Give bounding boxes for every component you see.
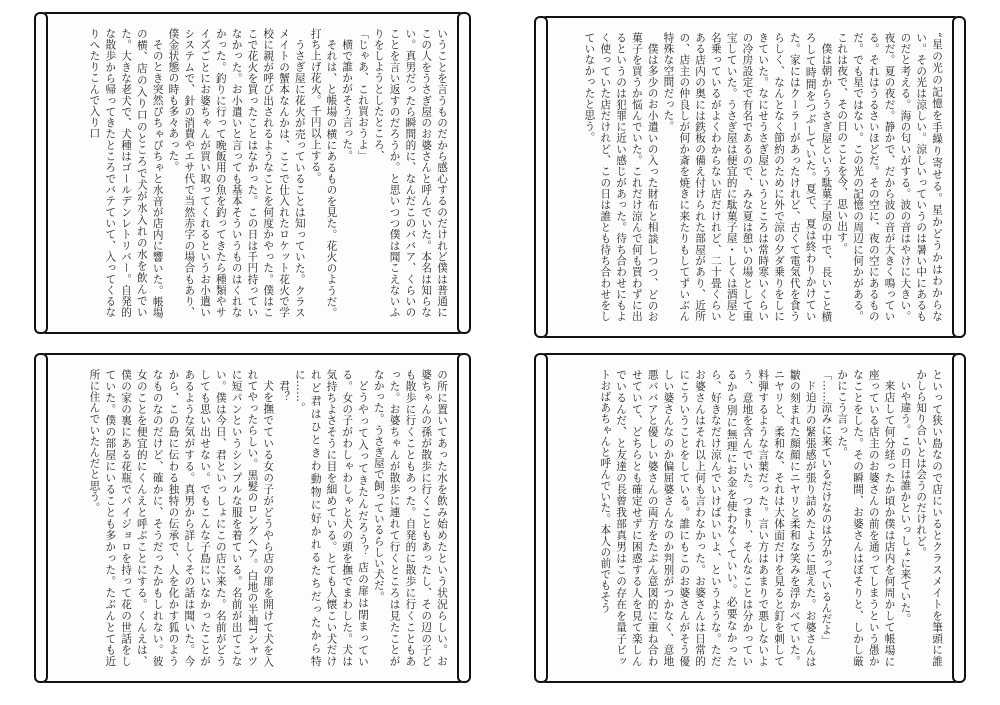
- paragraph: “星の光の記憶を手繰り寄せる。星かどうかはわからない。その光は涼しい。涼しいっていうのは暑い中にあるものだと考える。海の匂いがする。波の音はやけに大きい。夜だ。夏の夜だ。静かで、だから波の音が大きく鳴っている。それはうるさいほどだ。その空に、夜の空にあるものだ。でも星ではない。この光の記憶の周辺に何かがある。これは夜で、その日のことを今、思い出す。: [836, 32, 943, 322]
- panel-text: [56, 369, 449, 667]
- page-panel-top-right: [540, 16, 960, 338]
- paragraph: の所に置いてあった水を飲み始めたという状況らしい。お婆ちゃんの孫が散歩に行くこともあったし、その辺の子ども散歩に行くこともあった。自発的に散歩に行くこともあった。お婆ちゃんが散歩に連れて行くところは見たことがなかった。うさぎ屋で飼っているらしい犬だ。: [372, 369, 448, 667]
- panel-text: [56, 28, 449, 318]
- paragraph: 君？: [278, 379, 291, 402]
- paragraph: 横で誰かがそう言った。: [341, 38, 354, 161]
- panel-text: [556, 32, 944, 322]
- paragraph: 僕は朝からうさぎ屋という駄菓子屋の中で、長いこと横ろして時間をつぶしていた。夏で、夏は終わりかけていた。家にはクーラーがあったけれど、古くて電気代を食うらしく、なんとなく節約のために外で涼の夕ダ乗りをしにきていた。なにせうさぎ屋というところは常時寒いくらいの冷房設定で有名であるので、みな夏は憩いの場として重宝していた。うさぎ屋は便宜的に駄菓子屋・しくは酒屋と名乗っているがよくわからない店だけれど、二十畳くらいある店内の奥には鉄板の備え付けられた部屋があり、近所の、店主の仲良しが何か斎を焼きに来たりもしてずいぶん特殊な空間だった。: [662, 32, 833, 322]
- paragraph: それは、と帳場の横にあるものを見た。花火のようだ。打ち上げ花火。千円以上する。: [309, 28, 338, 318]
- paragraph: そのとき突然ぴちゃぴちゃと水音が店内に響いた。帳場の横、店の入り口のところで犬が水入れの水を飲んでいた。大きな老犬で、犬種はゴールデンレトリバー。自発的な散歩から帰ってきたところでバテていて、入ってくるなりへたりこんで入り口: [88, 28, 164, 318]
- dialogue-line: 「……涼みに来ているだけなのは分かっているんだよ」: [820, 369, 833, 647]
- paragraph: うさぎ屋に花火が売っていることは知っていた。クラスメイトの蟹本なんかは、ここで仕入れたロケット花火で学校に親が呼び出されるようなことを何度かやった。僕はここで花火を買ったことはなかった。この日は千円持っていなかった。お小遣いと言っても基本そういうものはくれなかった。釣りに行って晩飯用の魚を釣ってきたら種類やサイズごとにお婆ちゃんが買い取ってくれるというお小遣いシステムで、針の消費やエサ代で当然赤字の場合もあり、僕金状態の時も多々あった。: [167, 28, 306, 318]
- page-panel-top-left: [40, 12, 465, 334]
- paragraph: 来店して何分経ったか頃か僕は店内を何周かして帳場に座っている店主のお婆さんの前を通ってしまうという愚かなことをした。その瞬間、お婆さんはぼそりと、しかし厳かにこう言った。: [836, 369, 896, 667]
- panel-text: [556, 369, 944, 667]
- paragraph: 犬を撫でている女の子がどうやら店の扉を開けて犬を入れてやったらしい。黒髪のロングヘア。白地の半袖Tシャツに短パンというシンプルな服を着ている。名前が出てこない。僕は今日、君といっしょにこの店に来た。名前がどうしても思い出せない。でもこんな子島にいなかったことがあるような気がする。真男から詳しくその話は聞いた。今から、この島に伝わる独特の伝承で、人を化かす狐のようなものなのだけど、確かに、そうだったかもしれない。彼女のことを便宜的にくんえと呼ぶことにする。くんえは、僕の家の裏にある花瓶でパイジョロを持って花の世話をしていた。僕の部屋にいることも多かった。たぶんとても近所に住んでいたんだと思う。: [88, 369, 275, 667]
- paragraph: 僕は多少のお小遣いの入った財布と相談しつつ、どのお菓子を買うか悩んでいた。これだけ涼んで何も買わずに出るというのは犯罪に近い感じがあった。待ち合わせにもよく使っていた店だけれど、この日は誰とも待ち合わせをしていなかったと思う。: [583, 32, 659, 322]
- paragraph: といって狭い島なので店にいるとクラスメイトを筆頭に誰かしら知り合いとは会うのだけれど。: [915, 369, 943, 667]
- dialogue-line: 「じゃあ、これ買おうよ」: [357, 28, 370, 162]
- paragraph: いや違う。この日は誰かといっしょに来ていた。: [899, 379, 912, 624]
- page-panel-bottom-right: [540, 353, 960, 683]
- page-panel-bottom-left: [40, 353, 465, 683]
- paragraph: ド迫力の緊張感が張り詰めたように思えた。お婆さんは皺の刻まれた顔顔にニヤリと柔和な笑みを浮かべていた。ニヤリと、柔和な、それは大体面だけを見ると釘を刺して料弾するような言葉だった。言い方はあまりで悪しないよう、意地を含んでいた。つまり、そんなことは分かっているから別に無理にお金を使わなくていい。必要なかったら、好きなだけ涼んでいけばいいよ、というような。ただお婆さんはそれ以上何も言わなかった。お婆さんは日常的にこういうことをしている。誰にもこのお婆さんがそう優しい婆さんなのか偏屈婆さんなのか判別がつかなく、意地悪ババアと優しい婆さんの両方をたぶん意図的に重ね合わせていて、どちらとも確定せずに困惑する人を見て楽しんでいるんだ、と友達の長曾我部真男はこの存在を量子ビットおばあちゃんと呼んでいた。本人の前でもそう: [599, 369, 817, 667]
- paragraph: どうやって入ってきたんだろう？ 店の扉は閉まっている。女の子がわしゃわしゃと犬の頭を撫でまわした。犬は気持ちよさそうに目を細めている。とても人懐こい犬だけれど君はひときわ動物に好かれるたちだったから特に……。: [293, 369, 370, 667]
- paragraph: いうことを言うものだから感心するのだけれど僕は普通にこの人をうさぎ屋のお婆さんと呼んでいた。本名は知らない。真男だったら瞬間的に、なんだこのババア、くらいのことを言い返すのだろうか。と思いつつ僕は聞こえないふりをしようとしたところ、: [372, 28, 448, 318]
